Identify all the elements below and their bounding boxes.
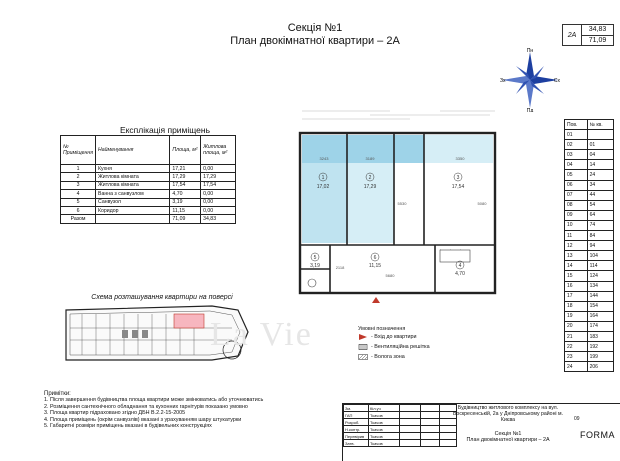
room-area: 17,02	[316, 184, 330, 190]
table-row: 04 14	[565, 160, 614, 170]
note-item: 3. Площа квартир підраховано згідно ДБН В.2.2-15-2005	[44, 410, 186, 417]
vent-grille-icon	[358, 344, 368, 350]
plan-title: План двокімнатної квартири – 2А	[230, 35, 400, 47]
table-row: 2 Житлова кімната 17,29 17,29	[61, 173, 236, 181]
table-row: 21 183	[565, 331, 614, 341]
room-area: 17,54	[451, 184, 465, 190]
table-row: 02 01	[565, 140, 614, 150]
table-row: 1 Кухня 17,21 0,00	[61, 165, 236, 173]
table-row: 05 24	[565, 170, 614, 180]
room-area: 4,70	[455, 271, 465, 277]
dimension-label: 5680	[385, 273, 395, 278]
room-number: 3	[456, 175, 460, 181]
note-item: 4. Площа приміщень (окрім санвузлів) вказані з урахуванням шару штукатурки	[44, 416, 242, 423]
table-total-row: Разом 71,09 34,83	[61, 215, 236, 223]
apartment-tag	[562, 24, 614, 46]
table-row: 06 34	[565, 180, 614, 190]
floor-scheme-title: Схема розташування квартири на поверсі	[91, 294, 233, 301]
explication-title: Експлікація приміщень	[119, 125, 211, 135]
room-number: 6	[373, 255, 377, 261]
table-row: 15 124	[565, 271, 614, 281]
table-row: 17 144	[565, 291, 614, 301]
room-number: 2	[368, 175, 372, 181]
col-header-living: Житлова площа, м²	[201, 136, 236, 165]
col-header-apartment: № кв.	[587, 120, 613, 130]
table-row: 16 134	[565, 281, 614, 291]
living-area-value: 34,83	[582, 25, 613, 36]
legend-item-entry: - Вхід до квартири	[358, 332, 468, 342]
table-row: 01	[565, 130, 614, 140]
dimension-label: 3189	[365, 156, 375, 161]
room-area: 17,29	[363, 184, 377, 190]
bathtub-icon	[440, 250, 470, 262]
dimension-label: 5530	[397, 201, 407, 206]
compass-north: Пн	[526, 48, 534, 54]
toilet-icon	[308, 279, 316, 287]
table-row: 08 54	[565, 200, 614, 210]
entry-arrow-icon	[358, 334, 368, 340]
table-row: 09 64	[565, 210, 614, 220]
note-item: 2. Розміщення сантехнічного обладнання та кухонних гарнітурів показано умовно	[44, 403, 248, 410]
col-header-floor: Пов.	[565, 120, 588, 130]
table-row: 03 04	[565, 150, 614, 160]
table-row: 23 199	[565, 352, 614, 362]
table-row: 14 114	[565, 261, 614, 271]
project-address: Будівництво житлового комплексу на вул. Воскресенській, 2а у Дніпровському районі м. Києва	[452, 405, 564, 424]
explication-table	[60, 135, 236, 224]
table-row: 11 84	[565, 231, 614, 241]
room-number: 5	[313, 255, 317, 261]
table-row: 6 Коридор 11,15 0,00	[61, 206, 236, 214]
highlighted-apartment	[174, 314, 204, 328]
table-row: 18 154	[565, 301, 614, 311]
apartment-code: 2А	[563, 25, 582, 45]
sheet-number: 09	[574, 416, 580, 422]
col-header-number: № Приміщення	[61, 136, 96, 165]
section-title: Секція №1	[287, 22, 343, 34]
table-row: 5 Санвузол 3,19 0,00	[61, 198, 236, 206]
legend-title: Умовні позначення	[358, 326, 406, 332]
note-item: 5. Габаритні розміри приміщень вказані в будівельних конструкціях	[44, 423, 212, 430]
table-row: 12 94	[565, 241, 614, 251]
compass-south: Пд	[526, 108, 534, 112]
table-row: 24 206	[565, 362, 614, 372]
entry-marker	[372, 297, 380, 303]
floor-plan	[290, 105, 510, 305]
legend-item-vent: - Вентиляційна решітка	[358, 342, 468, 352]
company-logo: FORMA	[580, 430, 615, 440]
floors-table	[564, 119, 614, 372]
table-row: 20 174	[565, 321, 614, 331]
dimension-label: 2118	[335, 265, 345, 270]
room-number: 1	[321, 175, 325, 181]
table-row: 4 Ванна з санвузлом 4,70 0,00	[61, 190, 236, 198]
signature-table: Зм. Кіл.уч ГАП Ткачов Розроб. Ткачов Н.контр. Ткачов Перевірив Ткачов Затв. Ткачов	[343, 404, 457, 447]
drawing-title-block	[200, 22, 430, 48]
room-number: 4	[458, 263, 462, 269]
wet-zone-hatch-icon	[358, 354, 368, 360]
watermark: La Vie	[210, 316, 313, 353]
note-item: 1. Після завершення будівництва площа квартири може змінюватись або уточнюватись	[44, 397, 264, 404]
legend-item-wet-zone: - Волога зона	[358, 352, 468, 362]
table-row: 13 104	[565, 251, 614, 261]
table-row: 19 164	[565, 311, 614, 321]
col-header-name: Найменування	[96, 136, 170, 165]
col-header-area: Площа, м²	[170, 136, 201, 165]
total-area-value: 71,09	[588, 36, 607, 44]
compass-east: Сх	[553, 78, 560, 84]
room-area: 11,15	[368, 263, 382, 269]
table-row: 3 Житлова кімната 17,54 17,54	[61, 181, 236, 189]
compass-west: Зх	[500, 78, 506, 84]
dimension-label: 3243	[319, 156, 329, 161]
table-row: 22 192	[565, 342, 614, 352]
compass-rose-icon	[498, 48, 562, 112]
notes-title: Примітки:	[44, 391, 71, 397]
table-row: 07 44	[565, 190, 614, 200]
notes	[44, 391, 324, 429]
dimension-label: 5080	[477, 201, 487, 206]
stamp-section: Секція №1 План двокімнатної квартири – 2А	[466, 431, 550, 444]
legend	[358, 326, 468, 362]
dimension-label: 3350	[455, 156, 465, 161]
room-area: 3,19	[310, 263, 320, 269]
table-row: 10 74	[565, 220, 614, 230]
